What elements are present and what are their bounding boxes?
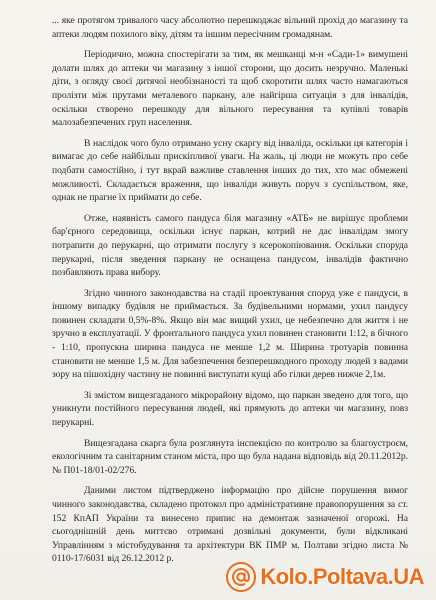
site-watermark bbox=[222, 560, 430, 594]
paragraph-8: Даними листом підтверджено інформацію про дійсне порушення вимог чинного законодавства, складено протокол про адміністративне правопорушення за ст. 152 КпАП України та винесено припис на демонтаж зазначеної огорожі. На сьогоднішній день миттєво отримані дозвільні документи, були відкликані Управлінням з містобудування та архітектури ВК ПМР м. Полтави згідно листа № 0110-17/6031 від 26.12.2012 р. bbox=[52, 485, 408, 565]
paragraph-7: Вищезгадана скарга була розглянута інспекцією по контролю за благоустроєм, екологічним та санітарним станом міста, про що була надана відповідь від 20.11.2012р. № П01-18/01-02/276. bbox=[52, 437, 408, 476]
at-sign-icon bbox=[226, 562, 256, 592]
watermark-text: Kolo.Poltava.UA bbox=[260, 564, 424, 589]
document-body bbox=[52, 14, 408, 573]
paragraph-3: В наслідок чого було отримано усну скаргу від інваліда, оскільки ця категорія і вимагає до себе найбільш прискіпливої уваги. На жаль, ці люди не можуть про себе подбати самостійно, і тут вкрай важливе ставлення інших до тих, хто має обмежені можливості. Складається враження, що інваліди живуть поруч з суспільством, яке, однак не прагне їх приймати до себе. bbox=[52, 137, 408, 204]
paragraph-5: Згідно чинного законодавства на стадії проектування споруд уже є пандуси, в іншому випадку будівля не приймається. За будівельними нормами, ухил пандусу повинен складати 0,5%-8%. Якщо він має вищий ухил, це небезпечно для життя і не зручно в експлуатації. У фронтального пандуса ухил повинен становити 1:12, в бічного - 1:10, пропускна ширина пандуса не менше 1,2 м. Ширина тротуарів повинна становити не менше 1,5 м. Для забезпечення безперешкодного проходу людей з вадами зору на пішохідну частину не повинні виступати кущі або гілки дерев нижче 2,1м. bbox=[52, 287, 408, 381]
paragraph-1: ... яке протягом тривалого часу абсолютно перешкоджає вільний прохід до магазину та аптеки людям похилого віку, дітям та іншим пересічним громадянам. bbox=[52, 15, 408, 40]
paragraph-2: Періодично, можна спостерігати за тим, як мешканці м-н «Сади-1» вимушені долати шлях до аптеки чи магазину з іншої сторони, що досить незручно. Маленькі діти, з огляду своєї дитячої необізнаності та щоб скоротити шлях часто намагаються пролізти між прутами металевого паркану, але найгірша ситуація з для інвалідів, оскільки створено перешкоду для вільного пересування та купівлі товарів малозабезпечених груп населення. bbox=[52, 49, 408, 129]
paragraph-4: Отже, наявність самого пандуса біля магазину «АТБ» не вирішує проблеми бар'єрного середовища, оскільки існує паркан, котрий не дає інвалідам змогу потрапити до перукарні, що отримати послугу з ксерокопіювання. Оскільки споруда перукарні, після зведення паркану не оснащена пандусом, інвалідів фактично позбавляють права вибору. bbox=[52, 212, 408, 279]
paragraph-6: Зі змістом вищезгаданого мікрорайону відомо, що паркан зведено для того, що уникнути постійного пересування людей, які прямують до аптеки чи магазину, повз перукарні. bbox=[52, 389, 408, 429]
